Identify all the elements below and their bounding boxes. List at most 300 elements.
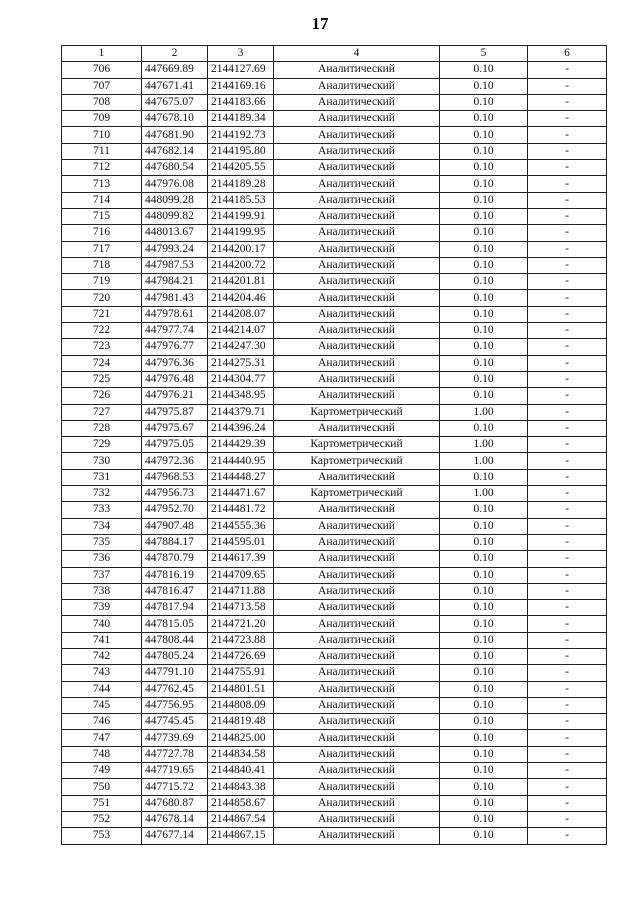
note-cell: - <box>528 811 607 827</box>
table-row <box>62 534 607 550</box>
point-number-cell: 722 <box>62 323 142 339</box>
x-coordinate-cell: 447978.61 <box>142 306 208 322</box>
y-coordinate-cell: 2144304.77 <box>208 371 274 387</box>
point-number-cell: 752 <box>62 811 142 827</box>
accuracy-cell: 0.10 <box>440 111 528 127</box>
x-coordinate-cell: 447956.73 <box>142 486 208 502</box>
method-cell: Аналитический <box>274 697 440 713</box>
x-coordinate-cell: 447791.10 <box>142 665 208 681</box>
method-cell: Аналитический <box>274 534 440 550</box>
table-row <box>62 225 607 241</box>
y-coordinate-cell: 2144200.17 <box>208 241 274 257</box>
table-row <box>62 616 607 632</box>
y-coordinate-cell: 2144200.72 <box>208 257 274 273</box>
table-row <box>62 730 607 746</box>
accuracy-cell: 0.10 <box>440 616 528 632</box>
accuracy-cell: 0.10 <box>440 388 528 404</box>
y-coordinate-cell: 2144617.39 <box>208 551 274 567</box>
y-coordinate-cell: 2144275.31 <box>208 355 274 371</box>
note-cell: - <box>528 371 607 387</box>
point-number-cell: 750 <box>62 779 142 795</box>
accuracy-cell: 0.10 <box>440 632 528 648</box>
accuracy-cell: 0.10 <box>440 551 528 567</box>
x-coordinate-cell: 447976.21 <box>142 388 208 404</box>
accuracy-cell: 1.00 <box>440 453 528 469</box>
note-cell: - <box>528 111 607 127</box>
accuracy-cell: 0.10 <box>440 78 528 94</box>
point-number-cell: 749 <box>62 763 142 779</box>
point-number-cell: 731 <box>62 469 142 485</box>
column-header: 6 <box>528 46 607 62</box>
y-coordinate-cell: 2144808.09 <box>208 697 274 713</box>
accuracy-cell: 0.10 <box>440 746 528 762</box>
x-coordinate-cell: 447719.65 <box>142 763 208 779</box>
method-cell: Аналитический <box>274 62 440 78</box>
point-number-cell: 717 <box>62 241 142 257</box>
accuracy-cell: 0.10 <box>440 779 528 795</box>
note-cell: - <box>528 257 607 273</box>
method-cell: Картометрический <box>274 453 440 469</box>
table-row <box>62 697 607 713</box>
table-row <box>62 828 607 844</box>
point-number-cell: 736 <box>62 551 142 567</box>
method-cell: Аналитический <box>274 648 440 664</box>
method-cell: Аналитический <box>274 714 440 730</box>
note-cell: - <box>528 323 607 339</box>
method-cell: Аналитический <box>274 257 440 273</box>
y-coordinate-cell: 2144189.28 <box>208 176 274 192</box>
x-coordinate-cell: 447756.95 <box>142 697 208 713</box>
point-number-cell: 747 <box>62 730 142 746</box>
x-coordinate-cell: 447984.21 <box>142 274 208 290</box>
table-row <box>62 94 607 110</box>
y-coordinate-cell: 2144709.65 <box>208 567 274 583</box>
y-coordinate-cell: 2144713.58 <box>208 600 274 616</box>
table-row <box>62 257 607 273</box>
method-cell: Аналитический <box>274 306 440 322</box>
coordinates-table <box>61 45 607 845</box>
point-number-cell: 751 <box>62 795 142 811</box>
accuracy-cell: 0.10 <box>440 828 528 844</box>
table-row <box>62 795 607 811</box>
y-coordinate-cell: 2144247.30 <box>208 339 274 355</box>
note-cell: - <box>528 730 607 746</box>
note-cell: - <box>528 665 607 681</box>
table-row <box>62 143 607 159</box>
accuracy-cell: 0.10 <box>440 714 528 730</box>
table-row <box>62 681 607 697</box>
y-coordinate-cell: 2144214.07 <box>208 323 274 339</box>
note-cell: - <box>528 127 607 143</box>
note-cell: - <box>528 518 607 534</box>
method-cell: Аналитический <box>274 339 440 355</box>
accuracy-cell: 0.10 <box>440 225 528 241</box>
method-cell: Аналитический <box>274 469 440 485</box>
table-row <box>62 486 607 502</box>
table-header-row <box>62 46 607 62</box>
table-row <box>62 111 607 127</box>
y-coordinate-cell: 2144185.53 <box>208 192 274 208</box>
note-cell: - <box>528 534 607 550</box>
method-cell: Аналитический <box>274 371 440 387</box>
note-cell: - <box>528 94 607 110</box>
table-row <box>62 567 607 583</box>
x-coordinate-cell: 447977.74 <box>142 323 208 339</box>
y-coordinate-cell: 2144448.27 <box>208 469 274 485</box>
accuracy-cell: 0.10 <box>440 648 528 664</box>
y-coordinate-cell: 2144204.46 <box>208 290 274 306</box>
x-coordinate-cell: 447727.78 <box>142 746 208 762</box>
method-cell: Аналитический <box>274 600 440 616</box>
y-coordinate-cell: 2144555.36 <box>208 518 274 534</box>
table-row <box>62 437 607 453</box>
x-coordinate-cell: 447808.44 <box>142 632 208 648</box>
note-cell: - <box>528 795 607 811</box>
y-coordinate-cell: 2144819.48 <box>208 714 274 730</box>
table-row <box>62 78 607 94</box>
y-coordinate-cell: 2144843.38 <box>208 779 274 795</box>
table-row <box>62 763 607 779</box>
x-coordinate-cell: 447739.69 <box>142 730 208 746</box>
note-cell: - <box>528 437 607 453</box>
column-header: 1 <box>62 46 142 62</box>
accuracy-cell: 0.10 <box>440 795 528 811</box>
method-cell: Картометрический <box>274 437 440 453</box>
table-row <box>62 665 607 681</box>
note-cell: - <box>528 274 607 290</box>
accuracy-cell: 0.10 <box>440 274 528 290</box>
y-coordinate-cell: 2144867.54 <box>208 811 274 827</box>
accuracy-cell: 0.10 <box>440 160 528 176</box>
point-number-cell: 738 <box>62 583 142 599</box>
point-number-cell: 715 <box>62 208 142 224</box>
method-cell: Аналитический <box>274 241 440 257</box>
method-cell: Аналитический <box>274 225 440 241</box>
x-coordinate-cell: 447884.17 <box>142 534 208 550</box>
y-coordinate-cell: 2144396.24 <box>208 420 274 436</box>
accuracy-cell: 0.10 <box>440 306 528 322</box>
y-coordinate-cell: 2144840.41 <box>208 763 274 779</box>
x-coordinate-cell: 448099.28 <box>142 192 208 208</box>
note-cell: - <box>528 241 607 257</box>
note-cell: - <box>528 763 607 779</box>
method-cell: Аналитический <box>274 811 440 827</box>
x-coordinate-cell: 447671.41 <box>142 78 208 94</box>
y-coordinate-cell: 2144440.95 <box>208 453 274 469</box>
x-coordinate-cell: 447677.14 <box>142 828 208 844</box>
table-row <box>62 160 607 176</box>
point-number-cell: 748 <box>62 746 142 762</box>
x-coordinate-cell: 448013.67 <box>142 225 208 241</box>
y-coordinate-cell: 2144201.81 <box>208 274 274 290</box>
accuracy-cell: 0.10 <box>440 290 528 306</box>
method-cell: Аналитический <box>274 795 440 811</box>
accuracy-cell: 1.00 <box>440 437 528 453</box>
point-number-cell: 716 <box>62 225 142 241</box>
note-cell: - <box>528 208 607 224</box>
point-number-cell: 727 <box>62 404 142 420</box>
x-coordinate-cell: 447975.87 <box>142 404 208 420</box>
accuracy-cell: 1.00 <box>440 486 528 502</box>
accuracy-cell: 0.10 <box>440 811 528 827</box>
y-coordinate-cell: 2144726.69 <box>208 648 274 664</box>
note-cell: - <box>528 404 607 420</box>
point-number-cell: 741 <box>62 632 142 648</box>
accuracy-cell: 1.00 <box>440 404 528 420</box>
accuracy-cell: 0.10 <box>440 567 528 583</box>
note-cell: - <box>528 225 607 241</box>
method-cell: Аналитический <box>274 388 440 404</box>
table-row <box>62 127 607 143</box>
y-coordinate-cell: 2144379.71 <box>208 404 274 420</box>
x-coordinate-cell: 447972.36 <box>142 453 208 469</box>
y-coordinate-cell: 2144208.07 <box>208 306 274 322</box>
x-coordinate-cell: 447681.90 <box>142 127 208 143</box>
x-coordinate-cell: 447680.54 <box>142 160 208 176</box>
method-cell: Аналитический <box>274 420 440 436</box>
note-cell: - <box>528 160 607 176</box>
point-number-cell: 733 <box>62 502 142 518</box>
point-number-cell: 721 <box>62 306 142 322</box>
table-row <box>62 274 607 290</box>
column-header: 5 <box>440 46 528 62</box>
note-cell: - <box>528 583 607 599</box>
accuracy-cell: 0.10 <box>440 518 528 534</box>
y-coordinate-cell: 2144429.39 <box>208 437 274 453</box>
point-number-cell: 707 <box>62 78 142 94</box>
point-number-cell: 718 <box>62 257 142 273</box>
x-coordinate-cell: 447805.24 <box>142 648 208 664</box>
y-coordinate-cell: 2144348.95 <box>208 388 274 404</box>
accuracy-cell: 0.10 <box>440 323 528 339</box>
table-row <box>62 632 607 648</box>
method-cell: Аналитический <box>274 746 440 762</box>
accuracy-cell: 0.10 <box>440 681 528 697</box>
method-cell: Аналитический <box>274 730 440 746</box>
method-cell: Аналитический <box>274 323 440 339</box>
note-cell: - <box>528 714 607 730</box>
accuracy-cell: 0.10 <box>440 763 528 779</box>
point-number-cell: 743 <box>62 665 142 681</box>
x-coordinate-cell: 447987.53 <box>142 257 208 273</box>
note-cell: - <box>528 339 607 355</box>
x-coordinate-cell: 447815.05 <box>142 616 208 632</box>
accuracy-cell: 0.10 <box>440 600 528 616</box>
y-coordinate-cell: 2144205.55 <box>208 160 274 176</box>
accuracy-cell: 0.10 <box>440 208 528 224</box>
column-header: 4 <box>274 46 440 62</box>
point-number-cell: 740 <box>62 616 142 632</box>
table-row <box>62 518 607 534</box>
y-coordinate-cell: 2144858.67 <box>208 795 274 811</box>
x-coordinate-cell: 447715.72 <box>142 779 208 795</box>
method-cell: Аналитический <box>274 274 440 290</box>
point-number-cell: 709 <box>62 111 142 127</box>
note-cell: - <box>528 453 607 469</box>
accuracy-cell: 0.10 <box>440 355 528 371</box>
x-coordinate-cell: 447669.89 <box>142 62 208 78</box>
x-coordinate-cell: 447816.19 <box>142 567 208 583</box>
point-number-cell: 753 <box>62 828 142 844</box>
y-coordinate-cell: 2144721.20 <box>208 616 274 632</box>
accuracy-cell: 0.10 <box>440 143 528 159</box>
x-coordinate-cell: 447680.87 <box>142 795 208 811</box>
table-row <box>62 779 607 795</box>
method-cell: Аналитический <box>274 208 440 224</box>
x-coordinate-cell: 447981.43 <box>142 290 208 306</box>
method-cell: Аналитический <box>274 143 440 159</box>
x-coordinate-cell: 447976.48 <box>142 371 208 387</box>
point-number-cell: 708 <box>62 94 142 110</box>
table-row <box>62 502 607 518</box>
x-coordinate-cell: 447993.24 <box>142 241 208 257</box>
method-cell: Аналитический <box>274 111 440 127</box>
method-cell: Аналитический <box>274 681 440 697</box>
method-cell: Аналитический <box>274 160 440 176</box>
accuracy-cell: 0.10 <box>440 176 528 192</box>
accuracy-cell: 0.10 <box>440 192 528 208</box>
y-coordinate-cell: 2144189.34 <box>208 111 274 127</box>
method-cell: Аналитический <box>274 763 440 779</box>
y-coordinate-cell: 2144199.91 <box>208 208 274 224</box>
y-coordinate-cell: 2144711.88 <box>208 583 274 599</box>
method-cell: Аналитический <box>274 290 440 306</box>
accuracy-cell: 0.10 <box>440 127 528 143</box>
x-coordinate-cell: 447762.45 <box>142 681 208 697</box>
point-number-cell: 744 <box>62 681 142 697</box>
table-row <box>62 469 607 485</box>
x-coordinate-cell: 447952.70 <box>142 502 208 518</box>
y-coordinate-cell: 2144127.69 <box>208 62 274 78</box>
point-number-cell: 732 <box>62 486 142 502</box>
point-number-cell: 745 <box>62 697 142 713</box>
accuracy-cell: 0.10 <box>440 257 528 273</box>
y-coordinate-cell: 2144481.72 <box>208 502 274 518</box>
method-cell: Аналитический <box>274 583 440 599</box>
note-cell: - <box>528 632 607 648</box>
y-coordinate-cell: 2144834.58 <box>208 746 274 762</box>
note-cell: - <box>528 290 607 306</box>
note-cell: - <box>528 355 607 371</box>
table-row <box>62 388 607 404</box>
table-row <box>62 420 607 436</box>
note-cell: - <box>528 648 607 664</box>
y-coordinate-cell: 2144825.00 <box>208 730 274 746</box>
point-number-cell: 714 <box>62 192 142 208</box>
method-cell: Аналитический <box>274 616 440 632</box>
x-coordinate-cell: 447816.47 <box>142 583 208 599</box>
x-coordinate-cell: 447678.10 <box>142 111 208 127</box>
x-coordinate-cell: 447907.48 <box>142 518 208 534</box>
accuracy-cell: 0.10 <box>440 469 528 485</box>
method-cell: Картометрический <box>274 404 440 420</box>
point-number-cell: 734 <box>62 518 142 534</box>
note-cell: - <box>528 779 607 795</box>
x-coordinate-cell: 447976.77 <box>142 339 208 355</box>
y-coordinate-cell: 2144595.01 <box>208 534 274 550</box>
y-coordinate-cell: 2144471.67 <box>208 486 274 502</box>
method-cell: Аналитический <box>274 355 440 371</box>
note-cell: - <box>528 600 607 616</box>
method-cell: Аналитический <box>274 828 440 844</box>
table-row <box>62 371 607 387</box>
note-cell: - <box>528 502 607 518</box>
accuracy-cell: 0.10 <box>440 371 528 387</box>
table-row <box>62 339 607 355</box>
point-number-cell: 725 <box>62 371 142 387</box>
table-row <box>62 453 607 469</box>
table-row <box>62 551 607 567</box>
note-cell: - <box>528 78 607 94</box>
table-row <box>62 241 607 257</box>
y-coordinate-cell: 2144192.73 <box>208 127 274 143</box>
x-coordinate-cell: 447975.67 <box>142 420 208 436</box>
y-coordinate-cell: 2144183.66 <box>208 94 274 110</box>
note-cell: - <box>528 567 607 583</box>
method-cell: Аналитический <box>274 176 440 192</box>
accuracy-cell: 0.10 <box>440 339 528 355</box>
table-row <box>62 600 607 616</box>
table-row <box>62 746 607 762</box>
point-number-cell: 728 <box>62 420 142 436</box>
x-coordinate-cell: 447975.05 <box>142 437 208 453</box>
note-cell: - <box>528 62 607 78</box>
x-coordinate-cell: 447678.14 <box>142 811 208 827</box>
table-row <box>62 62 607 78</box>
point-number-cell: 726 <box>62 388 142 404</box>
method-cell: Аналитический <box>274 632 440 648</box>
x-coordinate-cell: 447745.45 <box>142 714 208 730</box>
table-row <box>62 176 607 192</box>
point-number-cell: 711 <box>62 143 142 159</box>
method-cell: Аналитический <box>274 567 440 583</box>
x-coordinate-cell: 447682.14 <box>142 143 208 159</box>
point-number-cell: 729 <box>62 437 142 453</box>
page-number: 17 <box>311 14 329 33</box>
accuracy-cell: 0.10 <box>440 94 528 110</box>
note-cell: - <box>528 681 607 697</box>
y-coordinate-cell: 2144723.88 <box>208 632 274 648</box>
note-cell: - <box>528 746 607 762</box>
accuracy-cell: 0.10 <box>440 420 528 436</box>
point-number-cell: 723 <box>62 339 142 355</box>
note-cell: - <box>528 192 607 208</box>
method-cell: Аналитический <box>274 779 440 795</box>
note-cell: - <box>528 143 607 159</box>
column-header: 2 <box>142 46 208 62</box>
method-cell: Картометрический <box>274 486 440 502</box>
point-number-cell: 737 <box>62 567 142 583</box>
x-coordinate-cell: 448099.82 <box>142 208 208 224</box>
y-coordinate-cell: 2144755.91 <box>208 665 274 681</box>
method-cell: Аналитический <box>274 127 440 143</box>
accuracy-cell: 0.10 <box>440 62 528 78</box>
note-cell: - <box>528 420 607 436</box>
x-coordinate-cell: 447675.07 <box>142 94 208 110</box>
y-coordinate-cell: 2144867.15 <box>208 828 274 844</box>
note-cell: - <box>528 828 607 844</box>
table-row <box>62 192 607 208</box>
x-coordinate-cell: 447976.08 <box>142 176 208 192</box>
method-cell: Аналитический <box>274 551 440 567</box>
note-cell: - <box>528 469 607 485</box>
table-row <box>62 306 607 322</box>
column-header: 3 <box>208 46 274 62</box>
accuracy-cell: 0.10 <box>440 241 528 257</box>
table-body <box>62 62 607 844</box>
table-row <box>62 714 607 730</box>
table-row <box>62 290 607 306</box>
